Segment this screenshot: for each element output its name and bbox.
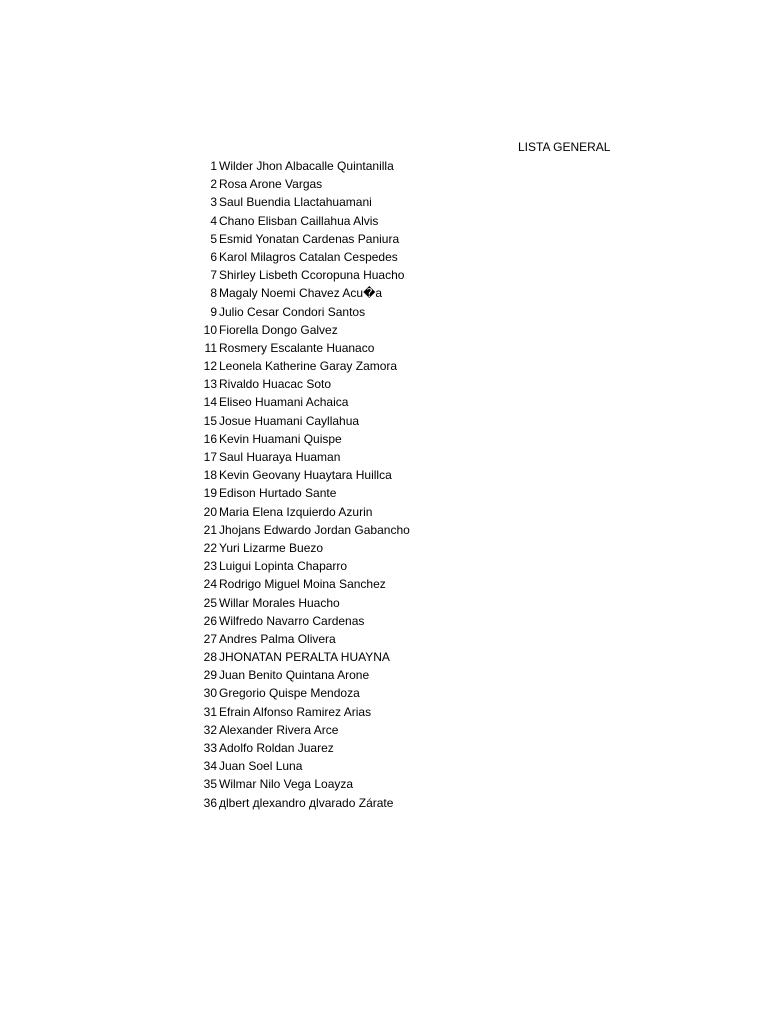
list-item xyxy=(198,430,410,448)
row-number: 36 xyxy=(203,795,217,810)
row-name: Rodrigo Miguel Moina Sanchez xyxy=(219,577,386,592)
row-number: 35 xyxy=(203,777,217,792)
row-number: 11 xyxy=(204,340,217,355)
row-number: 18 xyxy=(203,468,217,483)
row-name: Saul Huaraya Huaman xyxy=(219,450,341,464)
list-item xyxy=(198,212,410,230)
list-item xyxy=(198,684,410,702)
row-name: Wilfredo Navarro Cardenas xyxy=(219,613,365,628)
row-number: 29 xyxy=(203,668,217,683)
row-number: 4 xyxy=(210,213,217,228)
row-name: Adolfo Roldan Juarez xyxy=(219,741,334,755)
row-number: 3 xyxy=(210,195,217,210)
list-item xyxy=(198,757,410,775)
row-number: 28 xyxy=(203,650,217,665)
row-number: 21 xyxy=(203,522,217,537)
row-name: Andres Palma Olivera xyxy=(219,631,336,646)
list-item xyxy=(198,412,410,430)
row-name: Kevin Geovany Huaytara Huillca xyxy=(219,468,392,483)
list-item xyxy=(198,503,410,521)
row-number: 12 xyxy=(203,359,217,374)
list-item xyxy=(198,230,410,248)
row-name: Edison Hurtado Sante xyxy=(219,486,337,501)
row-name: Rosa Arone Vargas xyxy=(219,177,323,192)
row-name: Saul Buendia Llactahuamani xyxy=(219,195,372,210)
name-list xyxy=(198,157,410,812)
list-item xyxy=(198,521,410,539)
row-number: 22 xyxy=(203,540,217,555)
row-number: 16 xyxy=(203,431,217,446)
row-name: Esmid Yonatan Cardenas Paniura xyxy=(219,231,400,246)
list-item xyxy=(198,721,410,739)
list-item xyxy=(198,630,410,648)
row-name: Gregorio Quispe Mendoza xyxy=(219,686,360,701)
row-name: Rivaldo Huacac Soto xyxy=(219,377,332,392)
row-name: Eliseo Huamani Achaica xyxy=(219,395,349,410)
list-item xyxy=(198,539,410,557)
list-item xyxy=(198,794,410,812)
row-number: 20 xyxy=(203,504,217,519)
row-number: 34 xyxy=(203,759,217,774)
list-item xyxy=(198,321,410,339)
list-item xyxy=(198,357,410,375)
row-number: 25 xyxy=(203,595,217,610)
list-item xyxy=(198,375,410,393)
row-number: 8 xyxy=(210,286,217,301)
document-title: LISTA GENERAL xyxy=(518,140,611,154)
row-number: 24 xyxy=(203,577,217,592)
row-name: Wilmar Nilo Vega Loayza xyxy=(219,777,354,792)
list-item xyxy=(198,648,410,666)
list-item xyxy=(198,339,410,357)
row-name: Yuri Lizarme Buezo xyxy=(219,540,324,555)
list-item xyxy=(198,448,410,466)
list-item xyxy=(198,193,410,211)
list-item xyxy=(198,594,410,612)
row-name: Josue Huamani Cayllahua xyxy=(219,413,360,428)
row-name: Wilder Jhon Albacalle Quintanilla xyxy=(219,159,394,173)
list-item xyxy=(198,466,410,484)
row-name: Jhojans Edwardo Jordan Gabancho xyxy=(219,522,410,537)
row-number: 19 xyxy=(203,486,217,501)
list-item xyxy=(198,393,410,411)
list-item xyxy=(198,157,410,175)
row-name: Juan Benito Quintana Arone xyxy=(219,668,370,683)
row-name: Rosmery Escalante Huanaco xyxy=(219,340,375,355)
row-name: Magaly Noemi Chavez Acu�a xyxy=(219,286,383,301)
list-item xyxy=(198,612,410,630)
row-number: 30 xyxy=(203,686,217,701)
row-name: Alexander Rivera Arce xyxy=(219,722,339,737)
row-name: Chano Elisban Caillahua Alvis xyxy=(219,213,379,228)
row-number: 2 xyxy=(210,177,217,192)
row-number: 1 xyxy=(210,159,217,173)
row-name: дlbert дlexandro дlvarado Zárate xyxy=(219,795,394,810)
list-item xyxy=(198,303,410,321)
row-name: Karol Milagros Catalan Cespedes xyxy=(219,249,398,264)
row-name: Leonela Katherine Garay Zamora xyxy=(219,359,398,374)
list-item xyxy=(198,284,410,302)
row-number: 10 xyxy=(203,322,217,337)
row-name: Juan Soel Luna xyxy=(219,759,303,774)
row-number: 9 xyxy=(210,304,217,319)
list-item xyxy=(198,739,410,757)
row-name: Efrain Alfonso Ramirez Arias xyxy=(219,704,372,719)
row-name: Luigui Lopinta Chaparro xyxy=(219,559,348,574)
row-name: JHONATAN PERALTA HUAYNA xyxy=(219,650,390,665)
row-name: Maria Elena Izquierdo Azurin xyxy=(219,504,373,519)
list-item xyxy=(198,666,410,684)
row-number: 31 xyxy=(203,704,217,719)
row-number: 7 xyxy=(210,268,217,283)
row-number: 27 xyxy=(203,631,217,646)
list-item xyxy=(198,557,410,575)
row-number: 5 xyxy=(210,231,217,246)
row-number: 33 xyxy=(203,741,217,755)
row-number: 6 xyxy=(210,249,217,264)
list-item xyxy=(198,484,410,502)
list-item xyxy=(198,703,410,721)
row-number: 17 xyxy=(203,450,217,464)
row-number: 13 xyxy=(203,377,217,392)
row-number: 14 xyxy=(203,395,217,410)
row-name: Shirley Lisbeth Ccoropuna Huacho xyxy=(219,268,405,283)
list-item xyxy=(198,266,410,284)
list-item xyxy=(198,248,410,266)
row-name: Julio Cesar Condori Santos xyxy=(219,304,366,319)
row-name: Willar Morales Huacho xyxy=(219,595,340,610)
row-number: 15 xyxy=(203,413,217,428)
row-name: Fiorella Dongo Galvez xyxy=(219,322,338,337)
row-number: 32 xyxy=(203,722,217,737)
list-item xyxy=(198,175,410,193)
list-item xyxy=(198,575,410,593)
row-number: 26 xyxy=(203,613,217,628)
row-name: Kevin Huamani Quispe xyxy=(219,431,342,446)
row-number: 23 xyxy=(203,559,217,574)
list-item xyxy=(198,775,410,793)
